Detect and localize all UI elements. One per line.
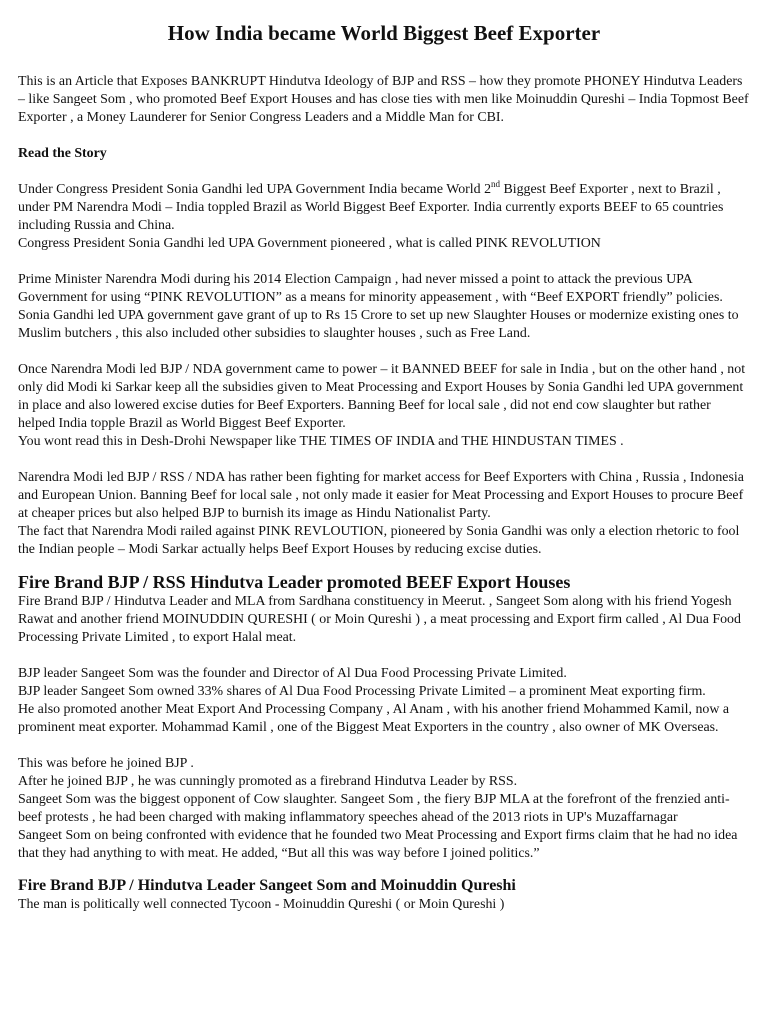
paragraph-newspapers: You wont read this in Desh-Drohi Newspaper like THE TIMES OF INDIA and THE HINDUSTAN TIMES . <box>18 434 624 449</box>
paragraph-founder-director: BJP leader Sangeet Som was the founder and Director of Al Dua Food Processing Private Limited. <box>18 666 567 681</box>
read-story-heading: Read the Story <box>18 146 107 161</box>
section-heading-export-houses: Fire Brand BJP / RSS Hindutva Leader promoted BEEF Export Houses <box>18 572 571 592</box>
paragraph-tycoon: The man is politically well connected Tycoon - Moinuddin Qureshi ( or Moin Qureshi ) <box>18 897 505 912</box>
paragraph-before-bjp: This was before he joined BJP . <box>18 756 194 771</box>
paragraph-cow-slaughter: Sangeet Som was the biggest opponent of Cow slaughter. Sangeet Som , the fiery BJP MLA at the forefront of the frenzied anti-beef protests , he had been charged with making inflammatory speeches ahead of the 2013 riots in UP's Muzaffarnagar <box>18 792 730 825</box>
paragraph-al-anam: He also promoted another Meat Export And Processing Company , Al Anam , with his another friend Mohammed Kamil, now a prominent meat exporter. Mohammad Kamil , one of the Biggest Meat Exporters in the country , also owner of MK Overseas. <box>18 702 729 735</box>
paragraph-beef-ban: Once Narendra Modi led BJP / NDA government came to power – it BANNED BEEF for sale in India , but on the other hand , not only did Modi ki Sarkar keep all the subsidies given to Meat Processing and Export Houses by Sonia Gandhi led UPA government in place and also lowered excise duties for Beef Exporters. Banning Beef for local sale , did not end cow slaughter but rather helped India topple Brazil as World Biggest Beef Exporter. <box>18 362 746 431</box>
paragraph-election-campaign: Prime Minister Narendra Modi during his 2014 Election Campaign , had never missed a point to attack the previous UPA Government for using “PINK REVOLUTION” as a means for minority appeasement , with “Beef EXPORT friendly” policies. Sonia Gandhi led UPA government gave grant of up to Rs 15 Crore to set up new Slaughter Houses or modernize existing ones to Muslim butchers , this also included other subsidies to slaughter houses , such as Free Land. <box>18 272 739 341</box>
article-title: How India became World Biggest Beef Exporter <box>167 21 601 45</box>
paragraph-election-rhetoric: The fact that Narendra Modi railed against PINK REVLOUTION, pioneered by Sonia Gandhi was only a election rhetoric to fool the Indian people – Modi Sarkar actually helps Beef Export Houses by reducing excise duties. <box>18 524 740 557</box>
paragraph-after-bjp: After he joined BJP , he was cunningly promoted as a firebrand Hindutva Leader by RSS. <box>18 774 518 789</box>
ordinal-suffix: nd <box>491 179 501 189</box>
paragraph-sangeet-som-firm: Fire Brand BJP / Hindutva Leader and MLA from Sardhana constituency in Meerut. , Sangeet Som along with his friend Yogesh Rawat and another friend MOINUDDIN QURESHI ( or Moin Qureshi ) , a meat processing and Export firm called , Al Dua Food Processing Private Limited , to export Halal meat. <box>18 594 741 645</box>
paragraph-upa-export-rest: Biggest Beef Exporter , next to Brazil , under PM Narendra Modi – India toppled Brazil as World Biggest Beef Exporter. India currently exports BEEF to 65 countries including Russia and China. <box>18 182 724 233</box>
paragraph-market-access: Narendra Modi led BJP / RSS / NDA has rather been fighting for market access for Beef Exporters with China , Russia , Indonesia and European Union. Banning Beef for local sale , not only made it easier for Meat Processing and Export Houses to procure Beef at cheaper prices but also helped BJP to burnish its image as Hindu Nationalist Party. <box>18 470 744 521</box>
paragraph-upa-export <box>18 181 750 235</box>
intro-paragraph: This is an Article that Exposes BANKRUPT Hindutva Ideology of BJP and RSS – how they promote PHONEY Hindutva Leaders – like Sangeet Som , who promoted Beef Export Houses and has close ties with men like Moinuddin Qureshi – India Topmost Beef Exporter , a Money Launderer for Senior Congress Leaders and a Middle Man for CBI. <box>18 74 749 125</box>
paragraph-confronted: Sangeet Som on being confronted with evidence that he founded two Meat Processing and Export firms claim that he had no idea that they had anything to with meat. He added, “But all this was way before I joined politics.” <box>18 828 738 861</box>
paragraph-shares: BJP leader Sangeet Som owned 33% shares of Al Dua Food Processing Private Limited – a prominent Meat exporting firm. <box>18 684 706 699</box>
paragraph-pink-revolution: Congress President Sonia Gandhi led UPA Government pioneered , what is called PINK REVOLUTION <box>18 236 601 251</box>
paragraph-upa-export-start: Under Congress President Sonia Gandhi led UPA Government India became World 2 <box>18 182 492 197</box>
section-heading-qureshi: Fire Brand BJP / Hindutva Leader Sangeet Som and Moinuddin Qureshi <box>18 877 516 894</box>
